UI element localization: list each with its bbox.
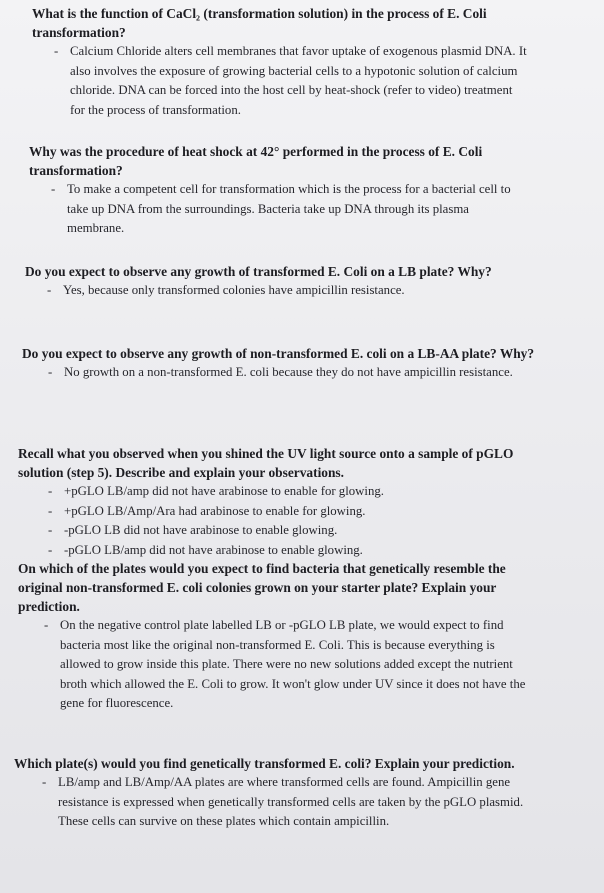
question-5: Recall what you observed when you shined the UV light source onto a sample of pGLO solution (step 5). Describe and explain your observations. xyxy=(18,446,514,480)
bullet-dash: - xyxy=(54,44,59,58)
answer-list-2 xyxy=(51,180,517,239)
bullet-dash: - xyxy=(42,775,47,789)
answer-text: To make a competent cell for transformation which is the process for a bacterial cell to take up DNA from the surroundings. Bacteria take up DNA through its plasma membrane. xyxy=(67,182,511,235)
answer-text: +pGLO LB/amp did not have arabinose to enable for glowing. xyxy=(64,484,384,498)
answer-item xyxy=(48,482,504,502)
answer-item xyxy=(54,42,530,120)
question-2: Why was the procedure of heat shock at 42° performed in the process of E. Coli transformation? xyxy=(29,144,483,178)
question-block-2 xyxy=(0,142,549,239)
question-block-5 xyxy=(0,444,538,560)
answer-item xyxy=(48,363,514,383)
answer-text: On the negative control plate labelled LB or -pGLO LB plate, we would expect to find bacteria most like the original non-transformed E. Coli. This is because everything is allowed to grow inside this plate. There were no new solutions added except the nutrient broth which allowed the E. Coli to grow. It won't glow under UV since it does not have the gene for fluorescence. xyxy=(60,618,526,710)
bullet-dash: - xyxy=(48,542,53,557)
bullet-dash: - xyxy=(48,365,53,379)
answer-item xyxy=(42,773,538,832)
question-block-1 xyxy=(0,4,552,120)
answer-item xyxy=(44,616,530,714)
bullet-dash: - xyxy=(44,618,49,632)
answer-item xyxy=(48,502,504,522)
answer-item xyxy=(48,521,504,541)
question-block-7 xyxy=(0,754,534,832)
answer-item xyxy=(48,541,504,561)
answer-list-4 xyxy=(48,363,514,383)
question-3: Do you expect to observe any growth of transformed E. Coli on a LB plate? Why? xyxy=(25,264,492,279)
answer-item xyxy=(47,281,513,301)
answer-text: Yes, because only transformed colonies have ampicillin resistance. xyxy=(63,283,405,297)
answer-list-7 xyxy=(42,773,538,832)
answer-list-3 xyxy=(47,281,513,301)
answer-text: LB/amp and LB/Amp/AA plates are where transformed cells are found. Ampicillin gene resistance is expressed when genetically transformed cells are taken by the pGLO plasmid. These cells can survive on these plates which contain ampicillin. xyxy=(58,775,524,828)
question-7: Which plate(s) would you find genetically transformed E. coli? Explain your prediction. xyxy=(14,756,515,771)
bullet-dash: - xyxy=(47,283,52,297)
answer-list-1 xyxy=(54,42,530,120)
question-block-6 xyxy=(0,559,526,714)
question-4: Do you expect to observe any growth of non-transformed E. coli on a LB-AA plate? Why? xyxy=(22,346,535,361)
question-block-4 xyxy=(0,344,542,383)
bullet-dash: - xyxy=(48,503,53,518)
answer-text: +pGLO LB/Amp/Ara had arabinose to enable for glowing. xyxy=(64,503,366,518)
answer-text: -pGLO LB/amp did not have arabinose to enable glowing. xyxy=(64,542,363,557)
question-6: On which of the plates would you expect to find bacteria that genetically resemble the original non-transformed E. coli colonies grown on your starter plate? Explain your prediction. xyxy=(18,561,506,614)
answer-text: -pGLO LB did not have arabinose to enable glowing. xyxy=(64,523,338,537)
bullet-dash: - xyxy=(51,182,56,196)
answer-item xyxy=(51,180,517,239)
question-block-3 xyxy=(0,262,545,301)
answer-list-5 xyxy=(48,482,504,560)
answer-list-6 xyxy=(44,616,530,714)
bullet-dash: - xyxy=(48,523,53,537)
bullet-dash: - xyxy=(48,484,53,498)
answer-text: Calcium Chloride alters cell membranes that favor uptake of exogenous plasmid DNA. It also involves the exposure of growing bacterial cells to a hypotonic solution of calcium chloride. DNA can be forced into the host cell by heat-shock (refer to video) treatment for the process of transformation. xyxy=(70,44,527,117)
question-1: What is the function of CaCl₂ (transformation solution) in the process of E. Coli transformation? xyxy=(32,6,487,40)
answer-text: No growth on a non-transformed E. coli because they do not have ampicillin resistance. xyxy=(64,365,513,379)
